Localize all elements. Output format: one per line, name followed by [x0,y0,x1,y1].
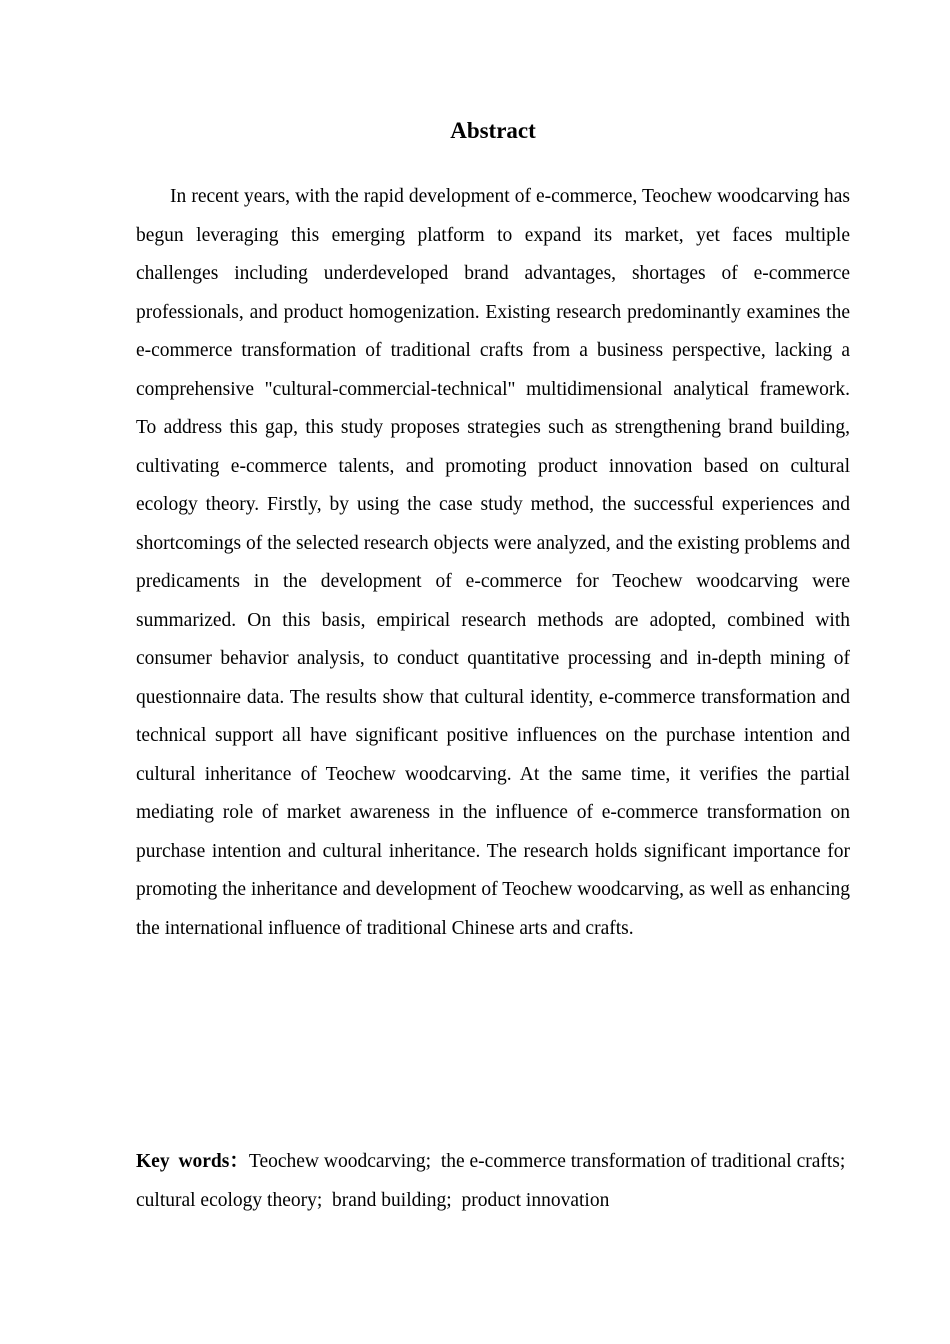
keywords-line [136,1143,856,1220]
page-title: Abstract [450,118,536,143]
keywords-list: Teochew woodcarving; the e-commerce transformation of traditional crafts; cultural ecology theory; brand building; product innovation [136,1151,856,1211]
keywords-label: Key words [136,1151,230,1172]
keywords-separator: ： [229,1151,249,1172]
abstract-paragraph: In recent years, with the rapid development of e-commerce, Teochew woodcarving has begun leveraging this emerging platform to expand its market, yet faces multiple challenges including underdeveloped brand advantages, shortages of e-commerce professionals, and product homogenization. Existing research predominantly examines the e-commerce transformation of traditional crafts from a business perspective, lacking a comprehensive "cultural-commercial-technical" multidimensional analytical framework. To address this gap, this study proposes strategies such as strengthening brand building, cultivating e-commerce talents, and promoting product innovation based on cultural ecology theory. Firstly, by using the case study method, the successful experiences and shortcomings of the selected research objects were analyzed, and the existing problems and predicaments in the development of e-commerce for Teochew woodcarving were summarized. On this basis, empirical research methods are adopted, combined with consumer behavior analysis, to conduct quantitative processing and in-depth mining of questionnaire data. The results show that cultural identity, e-commerce transformation and technical support all have significant positive influences on the purchase intention and cultural inheritance of Teochew woodcarving. At the same time, it verifies the partial mediating role of market awareness in the influence of e-commerce transformation on purchase intention and cultural inheritance. The research holds significant importance for promoting the inheritance and development of Teochew woodcarving, as well as enhancing the international influence of traditional Chinese arts and crafts. [136,186,850,939]
